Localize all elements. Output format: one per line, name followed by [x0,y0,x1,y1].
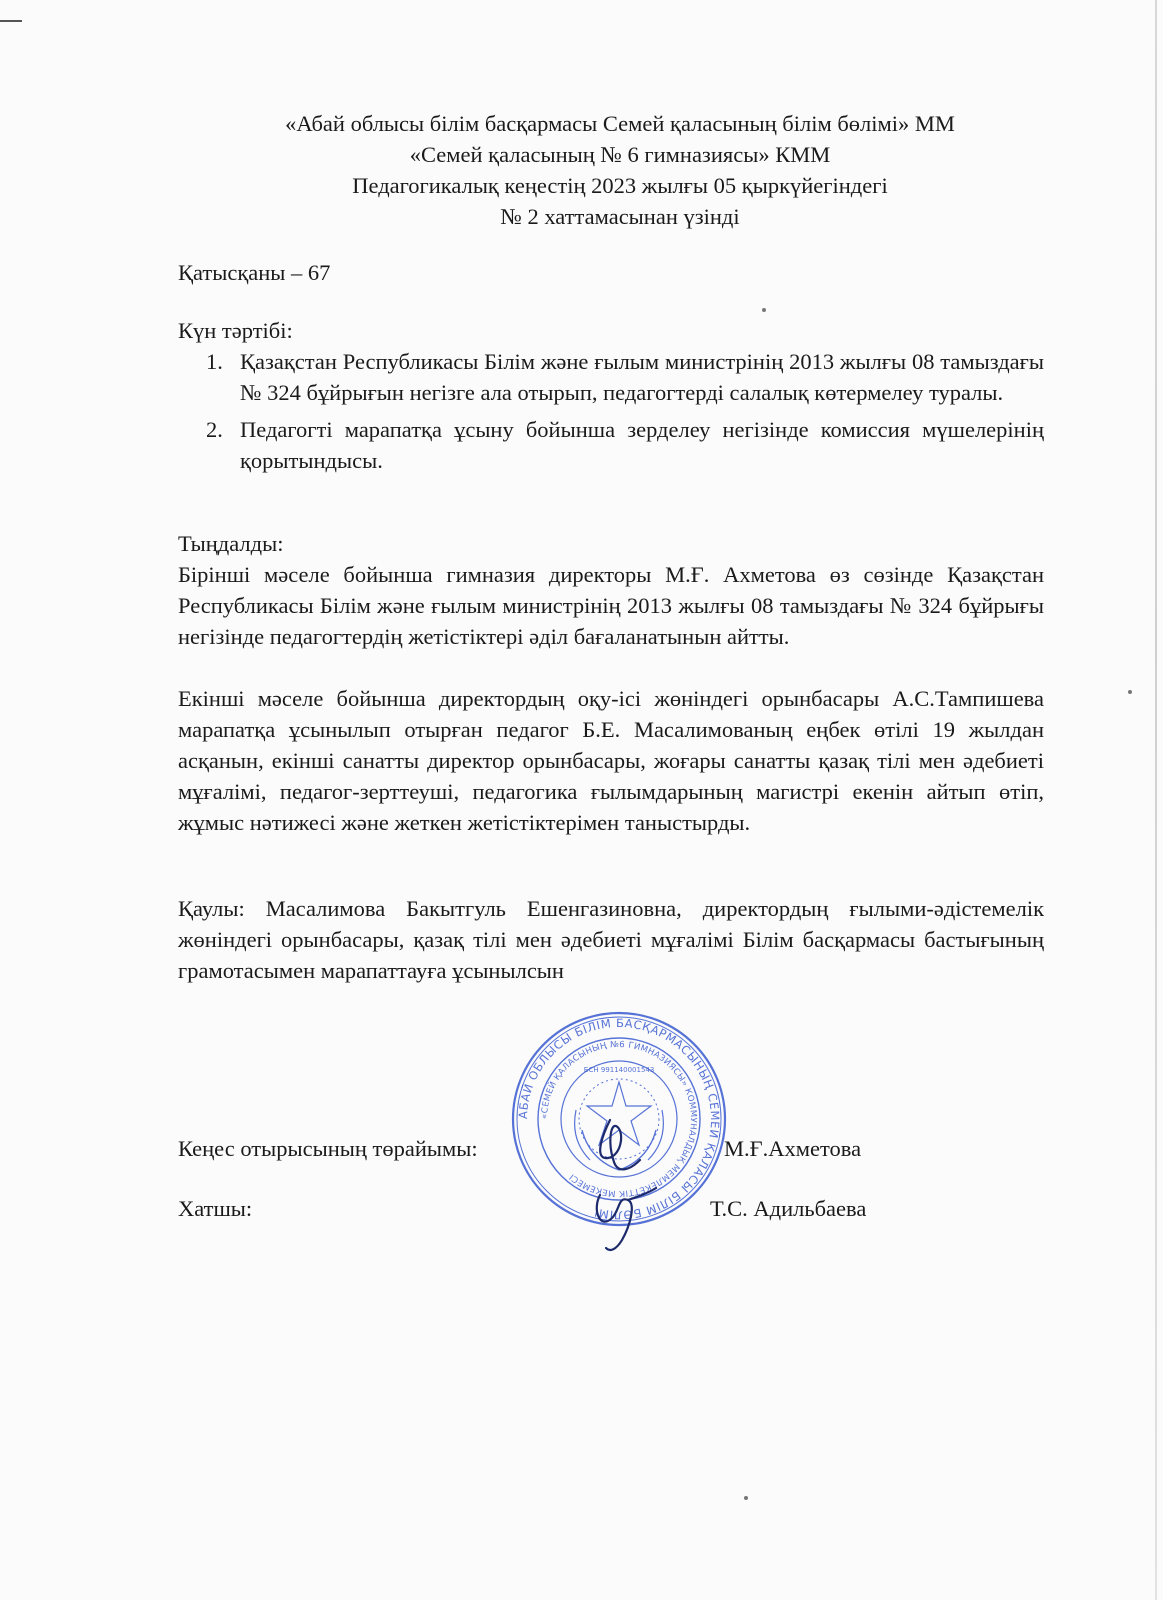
agenda-item [206,346,1044,408]
heard-paragraph-second: Екінші мәселе бойынша директордың оқу-ісі жөніндегі орынбасары А.С.Тампишева марапатқа ұсынылып отырған педагог Б.Е. Масалимованың еңбек өтілі 19 жылдан асқанын, екінші санатты директор орынбасары, жоғары санатты қазақ тілі мен әдебиеті мұғалімі, педагог-зерттеуші, педагогика ғылымдарының магистрі екенін айтып өтіп, жұмыс нәтижесі және жеткен жетістіктерімен таныстырды. [178,686,1044,835]
handwritten-signature [570,1100,660,1260]
heard-title: Тыңдалды: [178,531,284,556]
chair-name: М.Ғ.Ахметова [724,1136,862,1161]
secretary-label: Хатшы: [178,1196,253,1221]
header-council: Педагогикалық кеңестің 2023 жылғы 05 қыркүйегіндегі [352,173,888,198]
attendance-count: Қатысқаны – 67 [178,260,331,285]
scan-speck [762,308,766,312]
decision-paragraph: Қаулы: Масалимова Бакытгуль Ешенгазиновна, директордың ғылыми-әдістемелік жөніндегі орынбасары, қазақ тілі мен әдебиеті мұғалімі Білім басқармасы бастығының грамотасымен марапаттауға ұсынылсын [178,896,1044,983]
header-organization: «Абай облысы білім басқармасы Семей қаласының білім бөлімі» ММ [285,111,955,136]
agenda-item-number: 1. [206,349,223,374]
secretary-name: Т.С. Адильбаева [710,1196,867,1221]
seal-inner-text: «СЕМЕЙ ҚАЛАСЫНЫҢ №6 ГИМНАЗИЯСЫ» КОММУНАЛДЫҚ МЕМЛЕКЕТТІК МЕКЕМЕСІ [539,1039,699,1199]
agenda-title: Күн тәртібі: [178,318,293,343]
seal-bin: БСН 991140001543 [583,1066,655,1074]
scan-mark [0,20,22,22]
scan-edge [1155,0,1157,1600]
heard-paragraph-first: Бірінші мәселе бойынша гимназия директоры М.Ғ. Ахметова өз сөзінде Қазақстан Республикасы Білім және ғылым министрінің 2013 жылғы 08 тамыздағы № 324 бұйрығы негізінде педагогтердің жетістіктері әділ бағаланатынын айтты. [178,562,1044,649]
scan-speck [744,1496,748,1500]
agenda-item-number: 2. [206,417,223,442]
agenda-list [206,346,1044,482]
header-school: «Семей қаласының № 6 гимназиясы» КММ [409,142,831,167]
agenda-item-text: Қазақстан Республикасы Білім және ғылым министрінің 2013 жылғы 08 тамыздағы № 324 бұйрығын негізге ала отырып, педагогтерді салалық көтермелеу туралы. [240,349,1044,405]
agenda-item [206,414,1044,476]
scan-speck [1128,690,1132,694]
chair-label: Кеңес отырысының төрайымы: [178,1136,478,1161]
agenda-item-text: Педагогті марапатқа ұсыну бойынша зерделеу негізінде комиссия мүшелерінің қорытындысы. [240,417,1044,473]
document-header [160,108,1080,232]
seal-outer-text: АБАЙ ОБЛЫСЫ БІЛІМ БАСҚАРМАСЫНЫҢ СЕМЕЙ ҚАЛАСЫ БІЛІМ БӨЛІМІ [515,1015,723,1223]
header-protocol: № 2 хаттамасынан үзінді [500,204,740,229]
